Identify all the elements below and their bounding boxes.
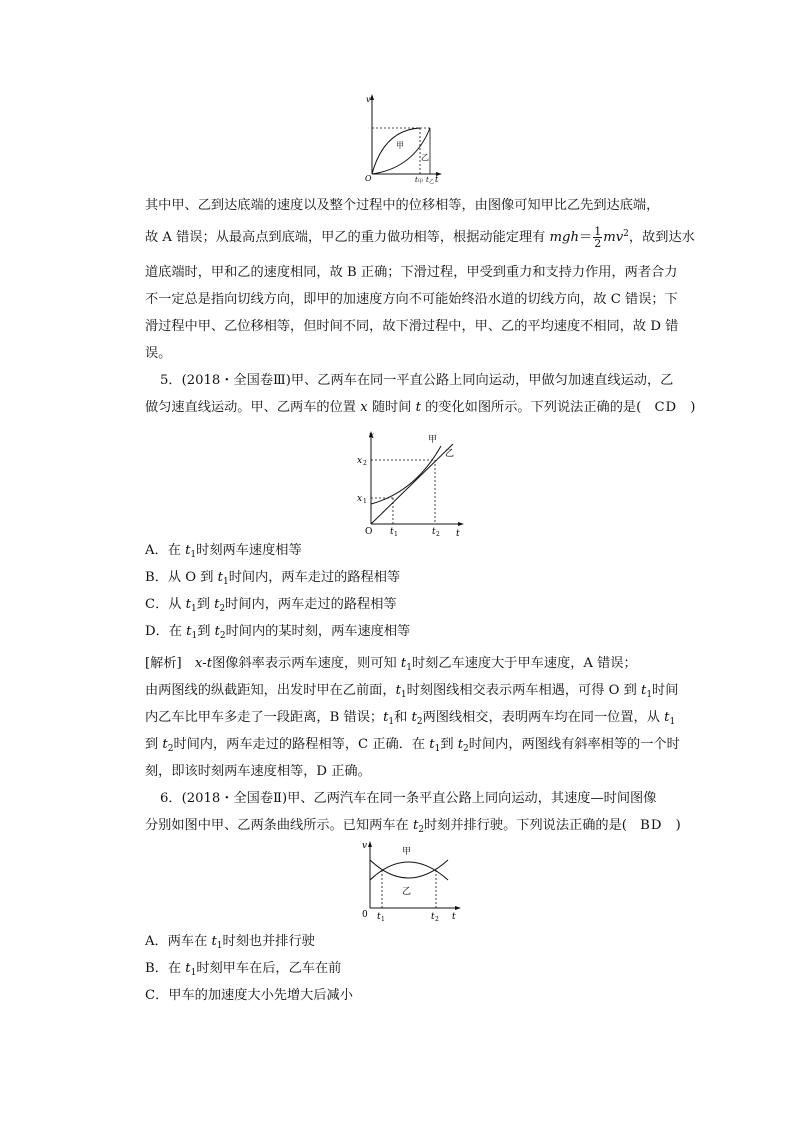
svg-text:x: x [357,494,363,504]
svg-text:甲: 甲 [396,141,404,150]
svg-text:1: 1 [381,916,385,922]
svg-text:v: v [366,95,371,104]
svg-text:乙: 乙 [445,449,455,459]
svg-text:2: 2 [363,460,367,467]
svg-text:x: x [357,456,363,466]
fraction-one-half: $\frac{1}{2}$ [594,225,602,250]
q5-analysis-line4: 到 $t_2$时间内，两车走过的路程相等，C 正确．在 $t_1$到 $t_2$时间内，两图线有斜率相等的一个时 [145,737,680,754]
svg-text:t: t [390,527,394,537]
svg-text:2: 2 [435,916,439,922]
svg-text:乙: 乙 [421,153,429,162]
svg-text:1: 1 [394,531,398,538]
q5-line2: 做匀速直线运动。甲、乙两车的位置 x 随时间 t 的变化如图所示。下列说法正确的是( CD ) [145,400,696,415]
q5-option-d: D．在 $t_1$到 $t_2$时间内的某时刻，两车速度相等 [145,624,411,641]
svg-text:v: v [362,841,368,851]
para1-line3: 道底端时，甲和乙的速度相同，故 B 正确；下滑过程，甲受到重力和支持力作用，两者合力 [145,265,678,280]
svg-text:1: 1 [363,498,367,505]
para1-line5: 滑过程中甲、乙位移相等，但时间不同，故下滑过程中，甲、乙的平均速度不相同，故 D 错 [145,319,679,334]
svg-text:乙: 乙 [402,887,412,897]
q5-option-b: B．从 O 到 $t_1$时间内，两车走过的路程相等 [145,570,401,587]
para1-line4: 不一定总是指向切线方向，即甲的加速度方向不可能始终沿水道的切线方向，故 C 错误；下 [145,292,678,307]
svg-text:0: 0 [362,910,368,920]
svg-text:t: t [452,912,456,922]
svg-text:t: t [435,175,439,184]
svg-text:t: t [415,176,418,184]
velocity-time-figure-2 [356,840,464,922]
q5-option-a: A．在 $t_1$时刻两车速度相等 [145,543,302,560]
q6-option-c: C．甲车的加速度大小先增大后减小 [145,988,353,1003]
svg-text:甲: 甲 [402,847,412,857]
q6-option-b: B．在 $t_1$时刻甲车在后，乙车在前 [145,961,342,978]
svg-text:甲: 甲 [418,179,424,184]
para1-line1: 其中甲、乙到达底端的速度以及整个过程中的位移相等，由图像可知甲比乙先到达底端， [145,198,660,213]
q6-answer: BD [640,818,663,833]
q5-analysis-line1: [解析] x-t图像斜率表示两车速度，则可知 $t_1$时刻乙车速度大于甲车速度，A 错误； [145,656,637,673]
svg-text:2: 2 [436,531,440,538]
curve-jia [370,862,448,880]
q6-line2: 分别如图中甲、乙两条曲线所示。已知两车在 $t_2$时刻并排行驶。下列说法正确的是( BD ) [145,818,681,835]
q5-answer: CD [654,400,678,415]
curve-jia [371,446,441,504]
line-yi [371,444,453,524]
q5-analysis-line5: 刻，即该时刻两车速度相等，D 正确。 [145,764,371,779]
svg-text:t: t [456,529,460,538]
svg-text:乙: 乙 [429,179,435,184]
curve-yi [372,128,430,174]
q5-line1: 5．(2018・全国卷Ⅲ)甲、乙两车在同一平直公路上同向运动，甲做匀加速直线运动，乙 [160,373,674,388]
svg-text:t: t [432,527,436,537]
position-time-figure [355,428,467,538]
q6-option-a: A．两车在 $t_1$时刻也并排行驶 [145,934,315,951]
svg-text:O: O [365,174,372,183]
svg-text:甲: 甲 [428,435,438,445]
svg-text:t: t [426,176,429,184]
svg-text:O: O [365,527,373,537]
para1-line6: 误。 [145,346,172,361]
q5-analysis-line3: 内乙车比甲车多走了一段距离，B 错误；$t_1$和 $t_2$两图线相交，表明两车均在同一位置，从 $t_1$ [145,710,676,727]
q6-line1: 6．(2018・全国卷Ⅱ)甲、乙两汽车在同一条平直公路上同向运动，其速度—时间图像 [160,791,657,806]
svg-text:x: x [369,431,375,441]
svg-text:t: t [377,912,381,922]
velocity-time-figure-1 [362,92,442,184]
para1-line2: 故 A 错误；从最高点到底端，甲乙的重力做功相等，根据动能定理有 mgh＝ $\frac{1}{2}$ $mv^2$，故到达水 [145,225,695,250]
svg-text:t: t [431,912,435,922]
q5-analysis-line2: 由两图线的纵截距知，出发时甲在乙前面，$t_1$时刻图线相交表示两车相遇，可得 O 到 $t_1$时间 [145,683,679,700]
q5-option-c: C．从 $t_1$到 $t_2$时间内，两车走过的路程相等 [145,597,397,614]
